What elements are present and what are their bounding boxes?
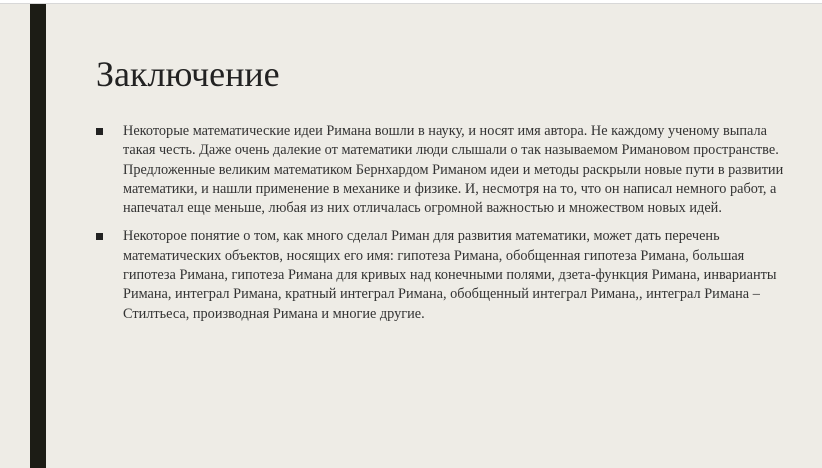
- slide: [0, 3, 822, 468]
- bullet-text: Некоторое понятие о том, как много сделал Риман для развития математики, может дать перечень математических объектов, носящих его имя: гипотеза Римана, обобщенная гипотеза Римана, большая гипотеза Римана, гипотеза Римана для кривых над конечными полями, дзета-функция Римана, инварианты Римана, интеграл Римана, кратный интеграл Римана, обобщенный интеграл Римана,, интеграл Римана – Стилтьеса, производная Римана и многие другие.: [123, 228, 777, 322]
- bullet-text: Некоторые математические идеи Римана вошли в науку, и носят имя автора. Не каждому ученому выпала такая честь. Даже очень далекие от математики люди слышали о так называемом Римановом пространстве. Предложенные великим математиком Бернхардом Риманом идеи и методы раскрыли новые пути в развитии математики, и нашли применение в механике и физике. И, несмотря на то, что он написал немного работ, а напечатал еще меньше, любая из них отличалась огромной важностью и множеством новых идей.: [123, 123, 784, 217]
- square-bullet-icon: [96, 233, 103, 240]
- bullet-item: [96, 122, 796, 218]
- bullet-item: [96, 227, 796, 323]
- square-bullet-icon: [96, 128, 103, 135]
- slide-title: Заключение: [96, 54, 280, 94]
- bullet-list: [96, 122, 796, 333]
- accent-bar: [30, 4, 46, 468]
